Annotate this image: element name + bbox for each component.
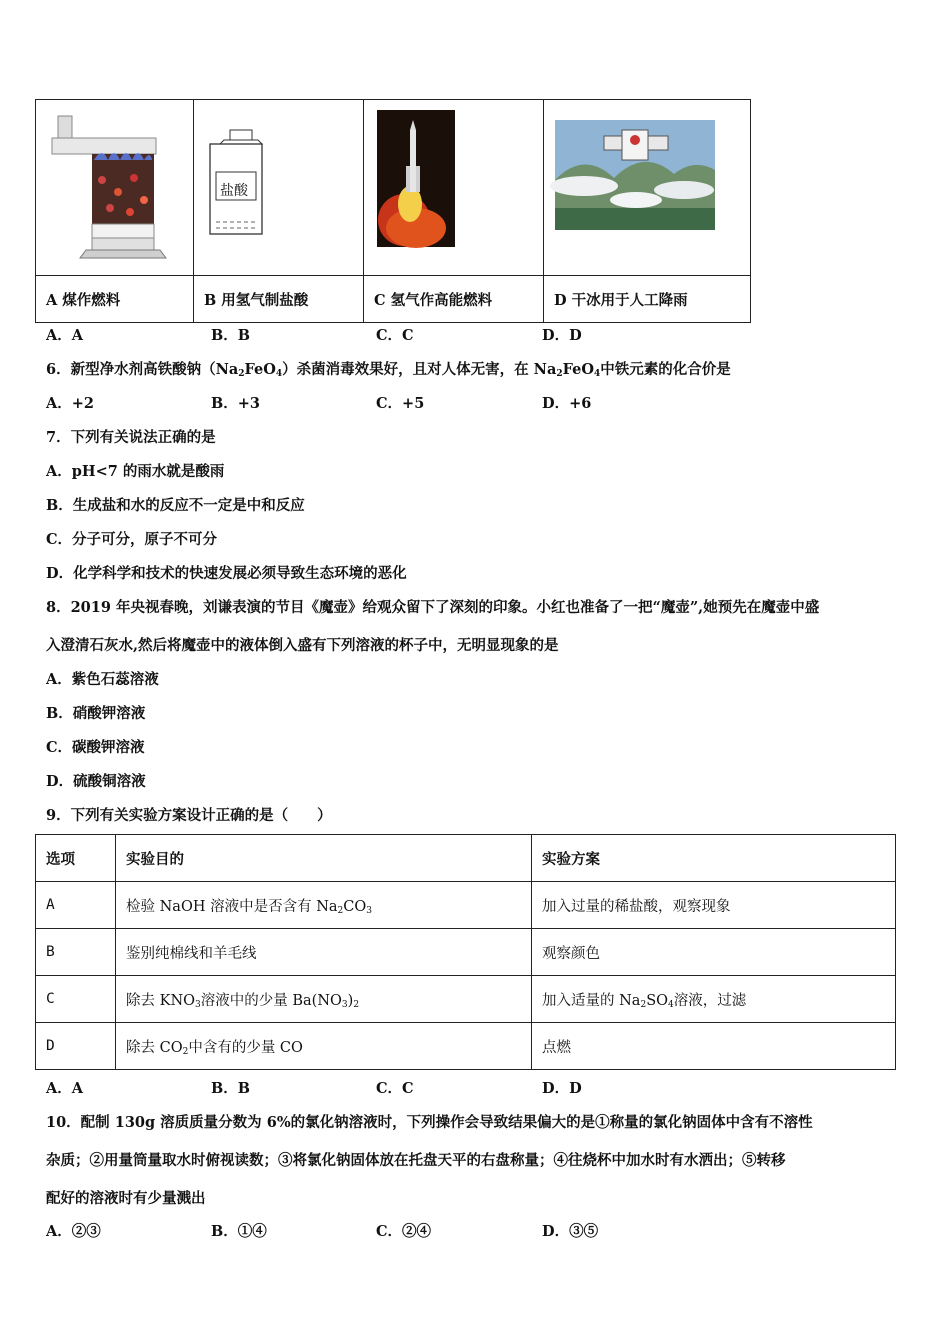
q5-option-c[interactable]: C．C xyxy=(376,327,414,344)
q6-option-d[interactable]: D．+6 xyxy=(542,395,592,412)
subscript: 2 xyxy=(337,905,344,916)
header-purpose: 实验目的 xyxy=(116,835,532,882)
row-option: A xyxy=(36,882,116,929)
text: 除去 CO xyxy=(126,1039,183,1056)
subscript: 4 xyxy=(668,999,674,1010)
q8-stem-line2: 入澄清石灰水,然后将魔壶中的液体倒入盛有下列溶液的杯子中，无明显现象的是 xyxy=(46,637,559,654)
q8-option-c[interactable]: C．碳酸钾溶液 xyxy=(46,739,145,756)
q6-sub: 4 xyxy=(275,369,283,379)
q5-option-a[interactable]: A．A xyxy=(46,327,84,344)
q6-option-b[interactable]: B．+3 xyxy=(211,395,260,412)
q8-option-a[interactable]: A．紫色石蕊溶液 xyxy=(46,671,159,688)
row-purpose: 鉴别纯棉线和羊毛线 xyxy=(116,929,532,976)
row-purpose xyxy=(116,1023,532,1070)
q5-image-table xyxy=(35,99,751,323)
q5-caption-c: C 氢气作高能燃料 xyxy=(364,276,544,323)
row-plan: 点燃 xyxy=(532,1023,896,1070)
q5-caption-b: B 用氢气制盐酸 xyxy=(194,276,364,323)
q5-image-cell-a xyxy=(36,100,194,276)
row-plan: 观察颜色 xyxy=(532,929,896,976)
q8-option-d[interactable]: D．硫酸铜溶液 xyxy=(46,773,146,790)
text: ) xyxy=(347,992,354,1009)
row-option: C xyxy=(36,976,116,1023)
bottle-label: 盐酸 xyxy=(220,183,248,199)
q5-image-cell-c xyxy=(364,100,544,276)
q5-option-b[interactable]: B．B xyxy=(211,327,251,344)
q5-image-cell-d xyxy=(544,100,751,276)
text: 溶液中的少量 Ba(NO xyxy=(200,992,342,1009)
q10-option-d[interactable]: D．③⑤ xyxy=(542,1223,599,1240)
q9-option-a[interactable]: A．A xyxy=(46,1080,84,1097)
text: 检验 NaOH 溶液中是否含有 Na xyxy=(126,898,338,915)
q6-stem xyxy=(46,358,731,379)
text: CO xyxy=(343,898,367,915)
q6-option-a[interactable]: A．+2 xyxy=(46,395,94,412)
rocket-launch-illustration xyxy=(364,100,543,271)
row-purpose xyxy=(116,976,532,1023)
header-plan: 实验方案 xyxy=(532,835,896,882)
q5-caption-a: A 煤作燃料 xyxy=(36,276,194,323)
q10-stem-line1: 10．配制 130g 溶质质量分数为 6%的氯化钠溶液时，下列操作会导致结果偏大的是①称量的氯化钠固体中含有不溶性 xyxy=(46,1114,813,1131)
q6-stem-part: 中铁元素的化合价是 xyxy=(600,361,731,378)
q7-stem: 7．下列有关说法正确的是 xyxy=(46,429,216,446)
row-plan: 加入过量的稀盐酸，观察现象 xyxy=(532,882,896,929)
text: 中含有的少量 CO xyxy=(188,1039,303,1056)
header-option: 选项 xyxy=(36,835,116,882)
q6-option-c[interactable]: C．+5 xyxy=(376,395,425,412)
text: 加入适量的 Na xyxy=(542,992,641,1009)
q6-stem-part: FeO xyxy=(244,361,276,378)
q9-option-b[interactable]: B．B xyxy=(211,1080,251,1097)
table-row xyxy=(36,1023,896,1070)
q7-option-d[interactable]: D．化学科学和技术的快速发展必须导致生态环境的恶化 xyxy=(46,565,407,582)
q5-option-d[interactable]: D．D xyxy=(542,327,582,344)
subscript: 2 xyxy=(182,1046,189,1057)
q8-option-b[interactable]: B．硝酸钾溶液 xyxy=(46,705,146,722)
q6-sub: 2 xyxy=(556,369,563,379)
q9-option-c[interactable]: C．C xyxy=(376,1080,414,1097)
q9-stem: 9．下列有关实验方案设计正确的是（ ） xyxy=(46,807,332,824)
q10-stem-line2: 杂质；②用量筒量取水时俯视读数；③将氯化钠固体放在托盘天平的右盘称量；④往烧杯中加水时有水洒出；⑤转移 xyxy=(46,1152,786,1169)
subscript: 2 xyxy=(353,999,360,1010)
q10-option-a[interactable]: A．②③ xyxy=(46,1223,101,1240)
table-header-row xyxy=(36,835,896,882)
q10-option-b[interactable]: B．①④ xyxy=(211,1223,267,1240)
q6-stem-part: ）杀菌消毒效果好，且对人体无害，在 Na xyxy=(282,361,557,378)
q5-caption-d: D 干冰用于人工降雨 xyxy=(544,276,751,323)
subscript: 3 xyxy=(366,905,372,916)
q8-stem-line1: 8．2019 年央视春晚，刘谦表演的节目《魔壶》给观众留下了深刻的印象。小红也准备了一把“魔壶”,她预先在魔壶中盛 xyxy=(46,599,820,616)
row-option: D xyxy=(36,1023,116,1070)
text: 溶液，过滤 xyxy=(673,992,747,1009)
row-purpose xyxy=(116,882,532,929)
q9-experiment-table xyxy=(35,834,896,1070)
table-row xyxy=(36,976,896,1023)
table-row xyxy=(36,929,896,976)
subscript: 3 xyxy=(195,999,201,1010)
q6-stem-part: 6．新型净水剂高铁酸钠（Na xyxy=(46,361,239,378)
coal-stove-illustration xyxy=(36,100,193,271)
text: SO xyxy=(646,992,669,1009)
q10-option-c[interactable]: C．②④ xyxy=(376,1223,432,1240)
q7-option-b[interactable]: B．生成盐和水的反应不一定是中和反应 xyxy=(46,497,305,514)
q5-image-cell-b xyxy=(194,100,364,276)
text: 除去 KNO xyxy=(126,992,196,1009)
q7-option-c[interactable]: C．分子可分，原子不可分 xyxy=(46,531,218,548)
subscript: 3 xyxy=(341,999,348,1010)
q6-sub: 2 xyxy=(238,369,245,379)
table-row xyxy=(36,882,896,929)
subscript: 2 xyxy=(640,999,647,1010)
cloud-seeding-plane-illustration xyxy=(544,100,750,271)
q10-stem-line3: 配好的溶液时有少量溅出 xyxy=(46,1190,206,1207)
row-plan xyxy=(532,976,896,1023)
q7-option-a[interactable]: A．pH<7 的雨水就是酸雨 xyxy=(46,463,225,480)
row-option: B xyxy=(36,929,116,976)
q6-sub: 4 xyxy=(593,369,601,379)
q9-option-d[interactable]: D．D xyxy=(542,1080,582,1097)
q6-stem-part: FeO xyxy=(562,361,594,378)
